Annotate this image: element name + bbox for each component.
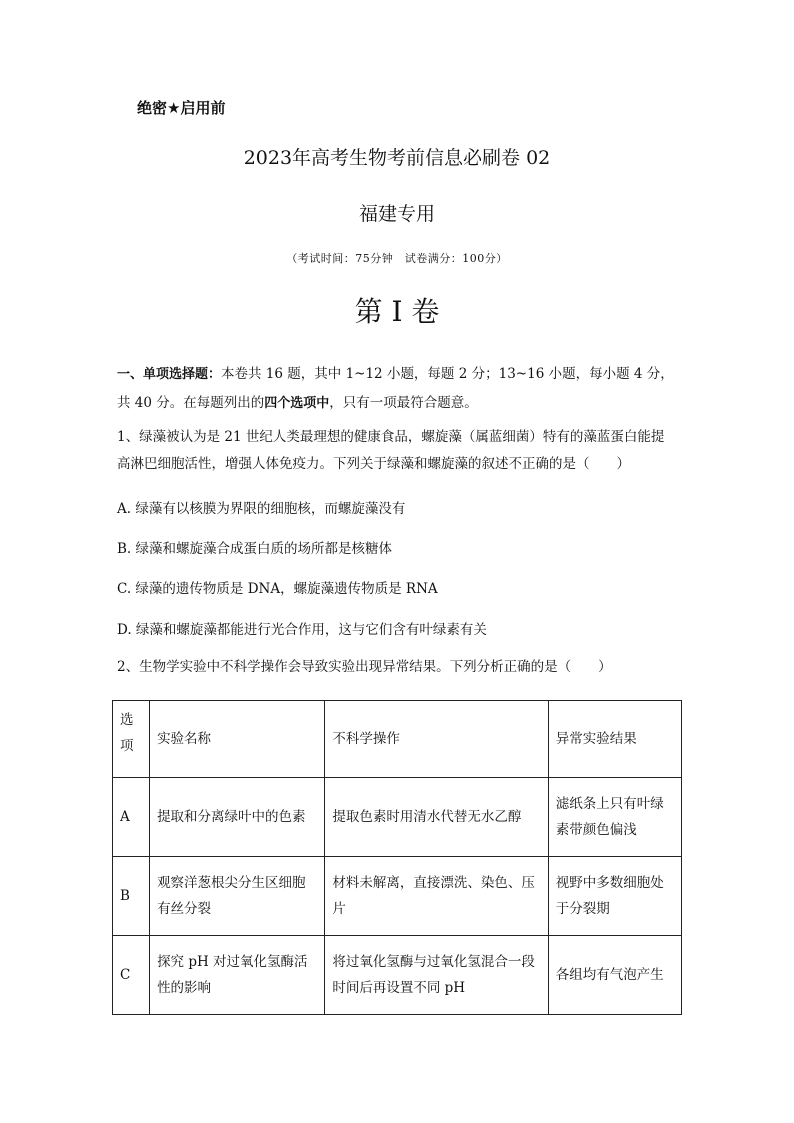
table-cell: B [113, 857, 150, 936]
exam-title: 2023年高考生物考前信息必刷卷 02 [243, 147, 551, 169]
section-lead: 一、单项选择题： [117, 367, 222, 382]
volume-heading: 第 I 卷 [354, 295, 440, 328]
table-header-cell: 选项 [113, 701, 150, 778]
table-cell: C [113, 936, 150, 1015]
confidential-label: 绝密★启用前 [137, 99, 226, 117]
table-cell: 视野中多数细胞处于分裂期 [548, 857, 681, 936]
table-row [113, 857, 682, 936]
table-cell: 探究 pH 对过氧化氢酶活性的影响 [150, 936, 325, 1015]
section-text-1: 本卷共 16 题，其中 1~12 小题，每题 2 分；13~16 小题，每小题 4 分，共 40 分。在每题列出的 [117, 366, 674, 411]
question-2-stem: 2、生物学实验中不科学操作会导致实验出现异常结果。下列分析正确的是（ ） [117, 659, 612, 675]
table-cell: 提取色素时用清水代替无水乙醇 [325, 778, 548, 857]
table-cell: 滤纸条上只有叶绿素带颜色偏浅 [548, 778, 681, 857]
table-header-row [113, 701, 682, 778]
table-cell: 提取和分离绿叶中的色素 [150, 778, 325, 857]
section-bold-2: 四个选项中 [264, 396, 330, 411]
table-header-cell: 异常实验结果 [548, 701, 681, 778]
exam-meta: （考试时间：75分钟 试卷满分：100分） [286, 252, 508, 265]
table-cell: 将过氧化氢酶与过氧化氢混合一段时间后再设置不同 pH [325, 936, 548, 1015]
experiment-table [112, 700, 682, 1015]
table-row [113, 936, 682, 1015]
section-text-2: ，只有一项最符合题意。 [329, 395, 478, 411]
table-cell: A [113, 778, 150, 857]
exam-subtitle: 福建专用 [358, 203, 435, 225]
table-header-cell: 实验名称 [150, 701, 325, 778]
question-1-option-b: B. 绿藻和螺旋藻合成蛋白质的场所都是核糖体 [117, 541, 393, 557]
table-cell: 材料未解离，直接漂洗、染色、压片 [325, 857, 548, 936]
table-header-cell: 不科学操作 [325, 701, 548, 778]
table-cell: 观察洋葱根尖分生区细胞有丝分裂 [150, 857, 325, 936]
question-1-stem: 1、绿藻被认为是 21 世纪人类最理想的健康食品，螺旋藻（属蓝细菌）特有的藻蓝蛋白能提高淋巴细胞活性，增强人体免疫力。下列关于绿藻和螺旋藻的叙述不正确的是（ ） [117, 429, 665, 472]
question-1-option-a: A. 绿藻有以核膜为界限的细胞核，而螺旋藻没有 [117, 501, 406, 517]
section-instructions [117, 360, 677, 418]
question-1-option-d: D. 绿藻和螺旋藻都能进行光合作用，这与它们含有叶绿素有关 [117, 622, 487, 638]
table-cell: 各组均有气泡产生 [548, 936, 681, 1015]
table-row [113, 778, 682, 857]
question-1-option-c: C. 绿藻的遗传物质是 DNA，螺旋藻遗传物质是 RNA [117, 581, 438, 597]
